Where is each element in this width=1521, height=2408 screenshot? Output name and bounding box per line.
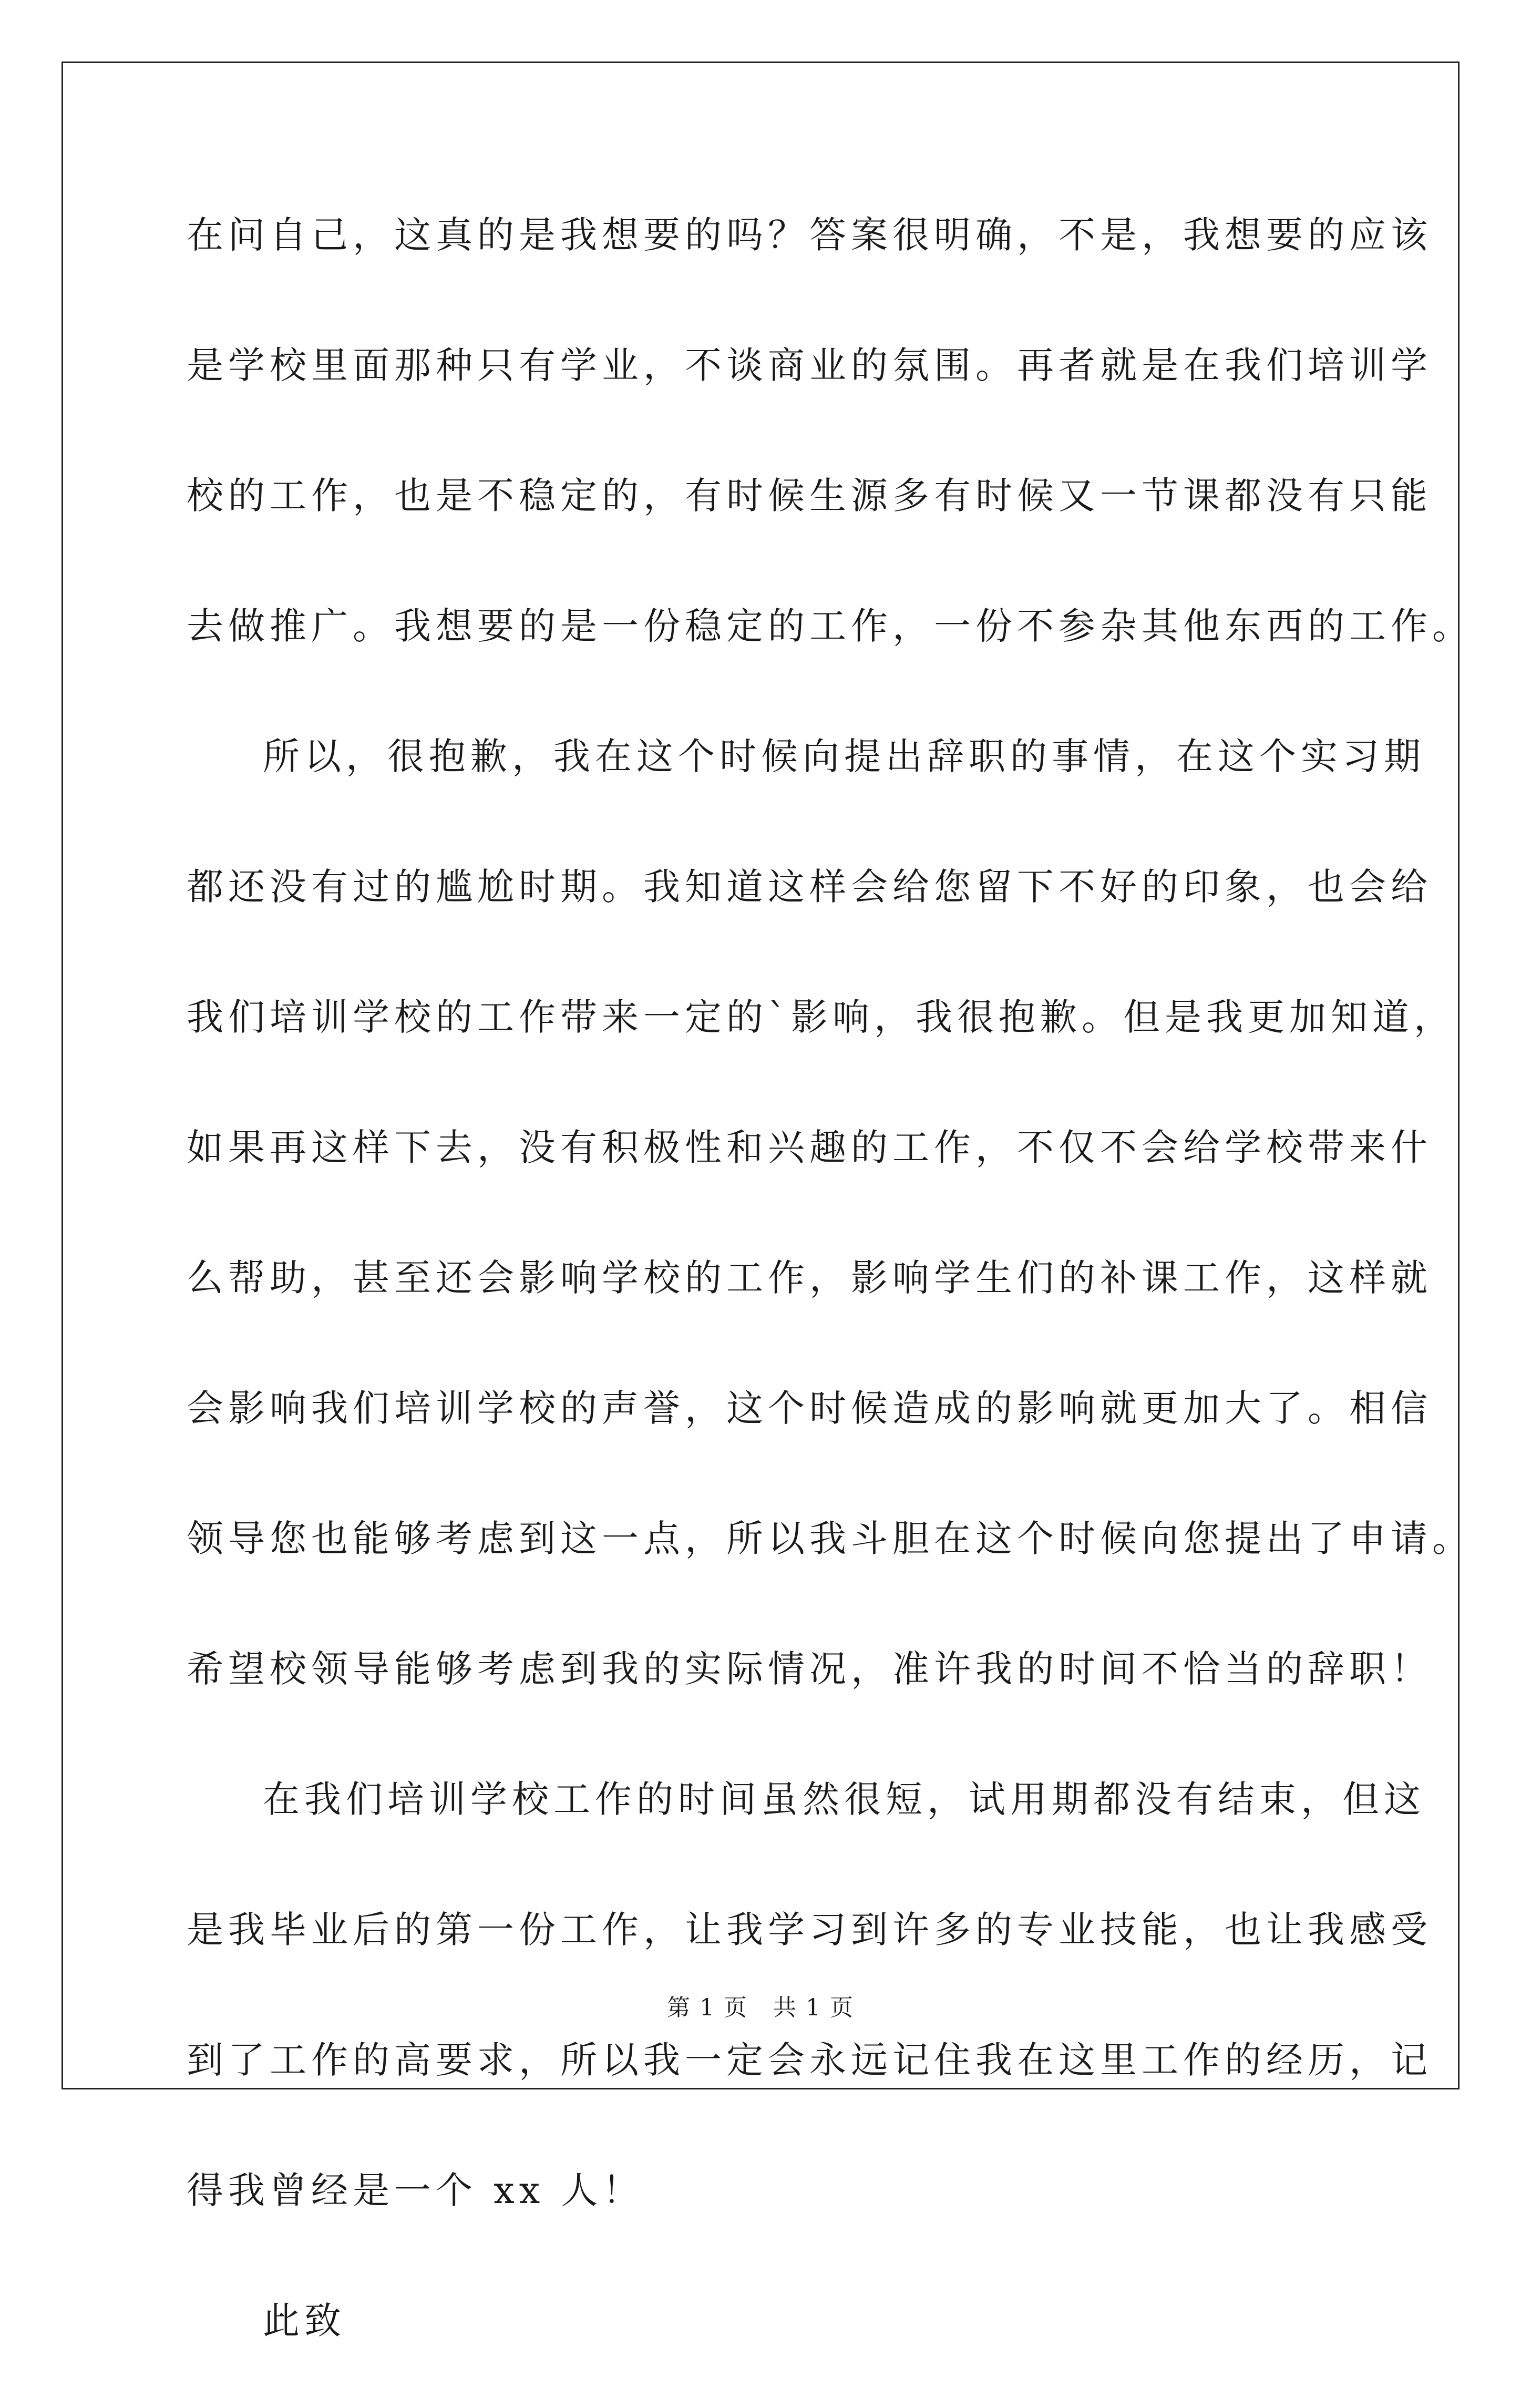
text-line: 所以，很抱歉，我在这个时候向提出辞职的事情，在这个实习期 [263,735,1425,778]
closing-salutation: 此致 [263,2299,346,2342]
text-line: 会影响我们培训学校的声誉，这个时候造成的影响就更加大了。相信 [187,1387,1432,1430]
text-line: 都还没有过的尴尬时期。我知道这样会给您留下不好的印象，也会给 [187,865,1432,908]
text-line: 我们培训学校的工作带来一定的`影响，我很抱歉。但是我更加知道， [187,996,1455,1039]
text-line: 在我们培训学校工作的时间虽然很短，试用期都没有结束，但这 [263,1778,1425,1821]
text-line: 到了工作的高要求，所以我一定会永远记住我在这里工作的经历，记 [187,2038,1432,2082]
page-total: 共 1 页 [773,1994,854,2021]
text-line: 在问自己，这真的是我想要的吗？答案很明确，不是，我想要的应该 [187,213,1432,257]
text-line: 是我毕业后的第一份工作，让我学习到许多的专业技能，也让我感受 [187,1908,1432,1951]
page-number: 第 1 页 [667,1994,748,2021]
text-line: 是学校里面那种只有学业，不谈商业的氛围。再者就是在我们培训学 [187,344,1432,387]
text-line: 希望校领导能够考虑到我的实际情况，准许我的时间不恰当的辞职！ [187,1647,1432,1690]
text-line: 得我曾经是一个 xx 人！ [187,2169,644,2212]
page-footer [0,1992,1521,2024]
text-line: 去做推广。我想要的是一份稳定的工作，一份不参杂其他东西的工作。 [187,604,1474,648]
text-line: 么帮助，甚至还会影响学校的工作，影响学生们的补课工作，这样就 [187,1256,1432,1299]
letter-body [187,192,1474,2408]
text-line: 校的工作，也是不稳定的，有时候生源多有时候又一节课都没有只能 [187,474,1432,517]
text-line: 领导您也能够考虑到这一点，所以我斗胆在这个时候向您提出了申请。 [187,1517,1474,1560]
text-line: 如果再这样下去，没有积极性和兴趣的工作，不仅不会给学校带来什 [187,1126,1432,1169]
